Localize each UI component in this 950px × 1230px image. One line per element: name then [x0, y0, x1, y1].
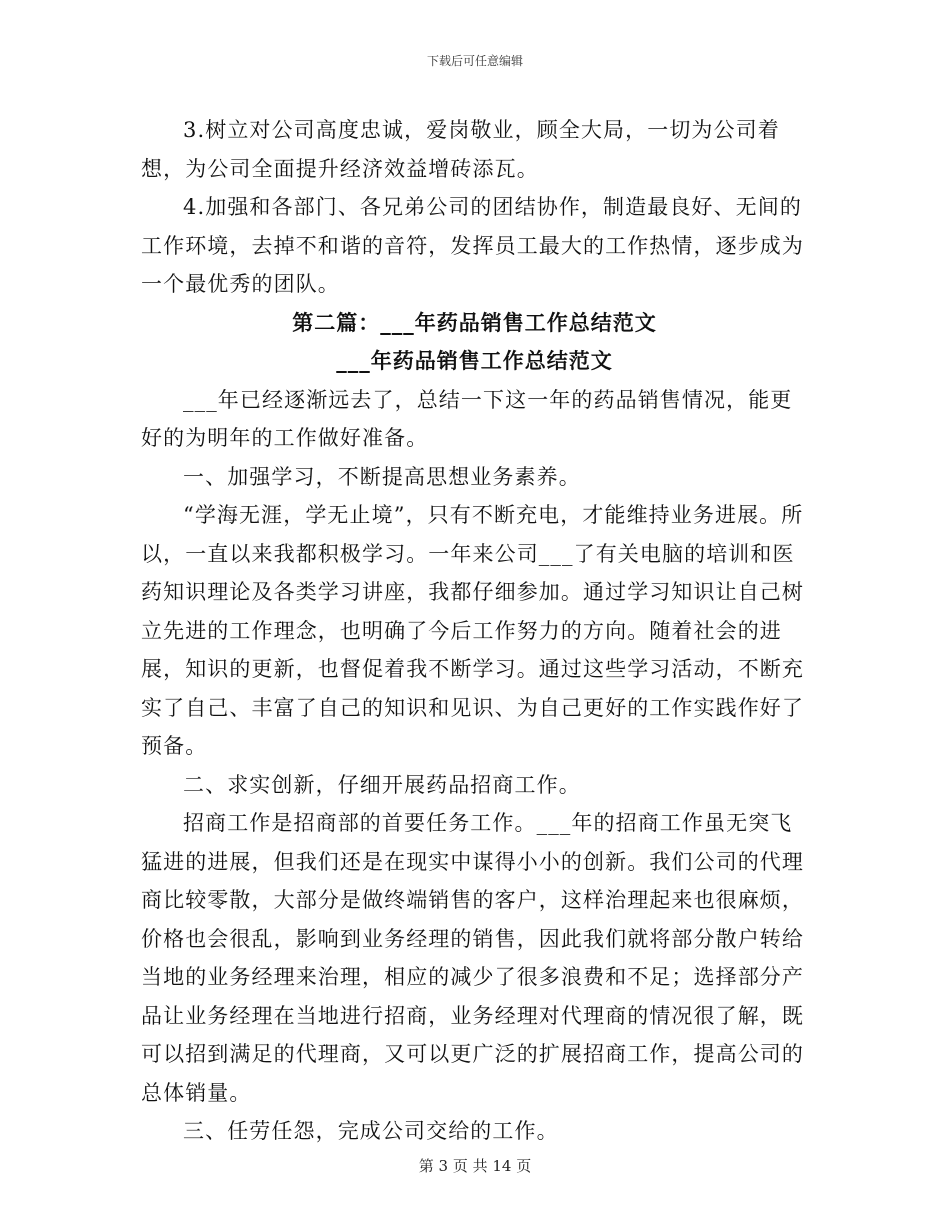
- page-header: 下载后可任意编辑: [426, 54, 523, 68]
- page-number: 第 3 页 共 14 页: [418, 1157, 532, 1175]
- paragraph-item-3: 3.树立对公司高度忠诚，爱岗敬业，顾全大局，一切为公司着想，为公司全面提升经济效益增砖添瓦。: [141, 118, 780, 181]
- subheading-diligence: 三、任劳任怨，完成公司交给的工作。: [183, 1119, 559, 1143]
- subheading-recruitment: 二、求实创新，仔细开展药品招商工作。: [183, 772, 581, 797]
- document-body: [141, 111, 808, 1151]
- study-paragraph: “学海无涯，学无止境”，只有不断充电，才能维持业务进展。所以，一直以来我都积极学习。一年来公司___了有关电脑的培训和医药知识理论及各类学习讲座，我都仔细参加。通过学习知识让自己树立先进的工作理念，也明确了今后工作努力的方向。随着社会的进展，知识的更新，也督促着我不断学习。通过这些学习活动，不断充实了自己、丰富了自己的知识和见识、为自己更好的工作实践作好了预备。: [141, 503, 804, 758]
- paragraph-item-4: 4.加强和各部门、各兄弟公司的团结协作，制造最良好、无间的工作环境，去掉不和谐的音符，发挥员工最大的工作热情，逐步成为一个最优秀的团队。: [141, 195, 804, 296]
- section-title: 第二篇：___年药品销售工作总结范文: [292, 309, 657, 335]
- subheading-study: 一、加强学习，不断提高思想业务素养。: [183, 464, 581, 489]
- document-title: ___年药品销售工作总结范文: [336, 348, 613, 373]
- recruitment-paragraph: 招商工作是招商部的首要任务工作。___年的招商工作虽无突飞猛进的进展，但我们还是在现实中谋得小小的创新。我们公司的代理商比较零散，大部分是做终端销售的客户，这样治理起来也很麻烦，价格也会很乱，影响到业务经理的销售，因此我们就将部分散户转给当地的业务经理来治理，相应的减少了很多浪费和不足；选择部分产品让业务经理在当地进行招商，业务经理对代理商的情况很了解，既可以招到满足的代理商，又可以更广泛的扩展招商工作，提高公司的总体销量。: [141, 811, 804, 1105]
- intro-paragraph: ___年已经逐渐远去了，总结一下这一年的药品销售情况，能更好的为明年的工作做好准备。: [141, 387, 793, 450]
